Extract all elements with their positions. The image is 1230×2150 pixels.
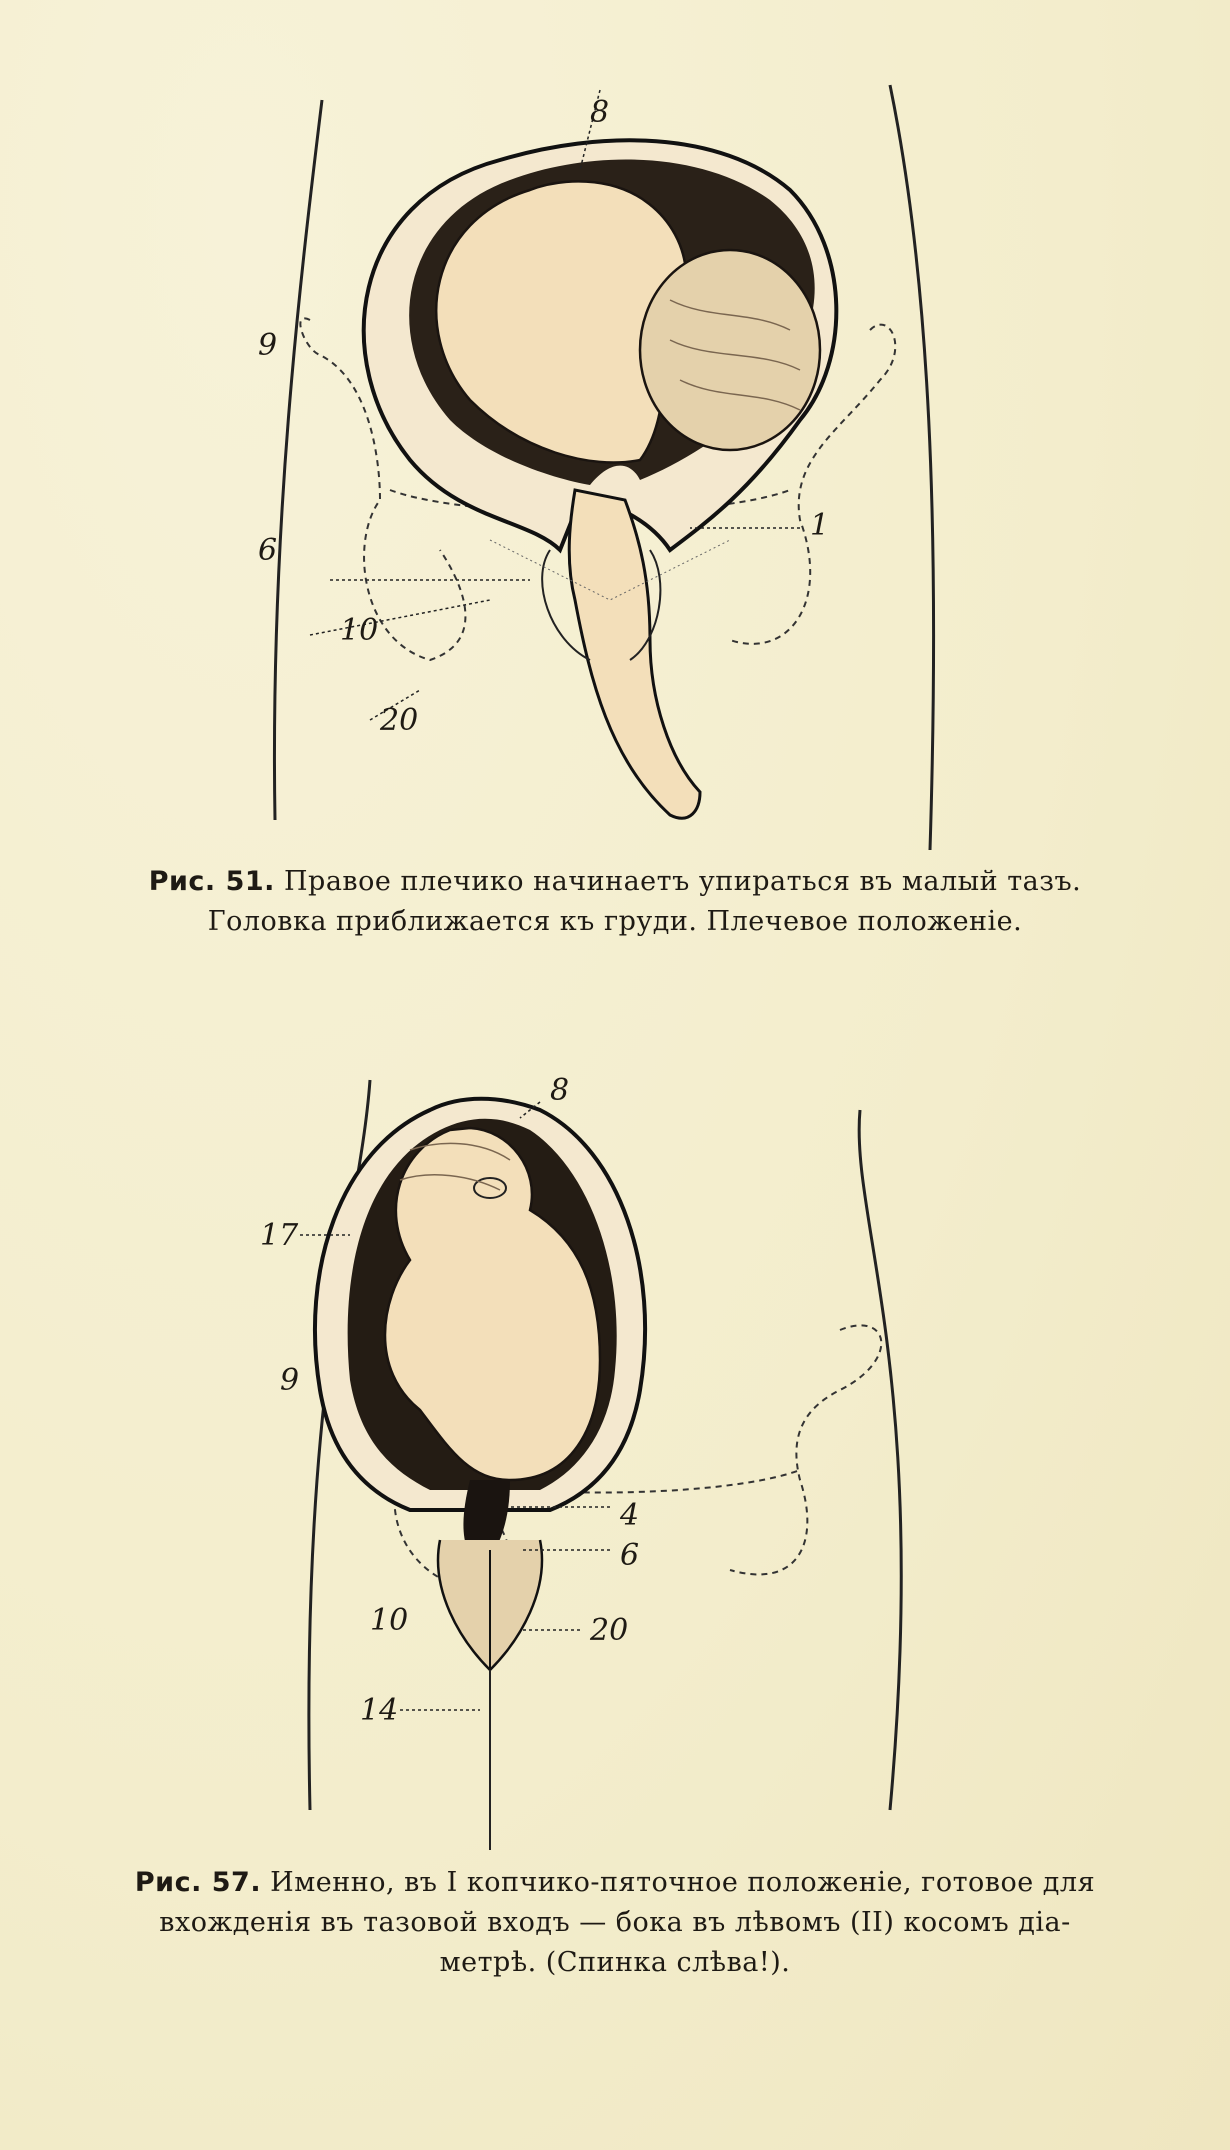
label-6: 6	[620, 1538, 640, 1573]
caption-text: Именно, въ I копчико-пяточное положенiе, готовое для	[270, 1867, 1096, 1898]
caption-line-2: вхожденiя въ тазовой входъ — бока въ лѣвомъ (II) косомъ дiа-	[159, 1907, 1071, 1938]
label-20: 20	[380, 703, 419, 738]
figure-51-caption	[70, 862, 1160, 942]
figure-number: Рис. 57.	[134, 1867, 262, 1898]
label-8: 8	[550, 1073, 570, 1108]
label-8: 8	[590, 95, 610, 130]
label-14: 14	[360, 1693, 399, 1728]
label-1: 1	[810, 508, 830, 543]
body-outline-right	[859, 1110, 901, 1810]
label-10: 10	[340, 613, 379, 648]
label-20: 20	[590, 1613, 629, 1648]
label-9: 9	[280, 1363, 300, 1398]
figure-57-caption	[70, 1863, 1160, 1983]
caption-text: Правое плечико начинаетъ упираться въ малый тазъ.	[284, 866, 1082, 897]
label-17: 17	[260, 1218, 299, 1253]
label-10: 10	[370, 1603, 409, 1638]
caption-line-3: метрѣ. (Спинка слѣва!).	[439, 1947, 791, 1978]
figure-number: Рис. 51.	[148, 866, 275, 897]
figure-51-illustration	[230, 80, 1010, 870]
body-outline-left	[274, 100, 322, 820]
figure-57-illustration	[260, 1070, 960, 1850]
caption-line-1	[70, 862, 1160, 902]
caption-line-2: Головка приближается къ груди. Плечевое положенiе.	[207, 906, 1023, 937]
label-6: 6	[258, 533, 278, 568]
fetus-head	[640, 250, 820, 450]
body-outline-right	[890, 85, 934, 850]
label-4: 4	[620, 1498, 640, 1533]
caption-line-1	[70, 1863, 1160, 1903]
label-9: 9	[258, 328, 278, 363]
